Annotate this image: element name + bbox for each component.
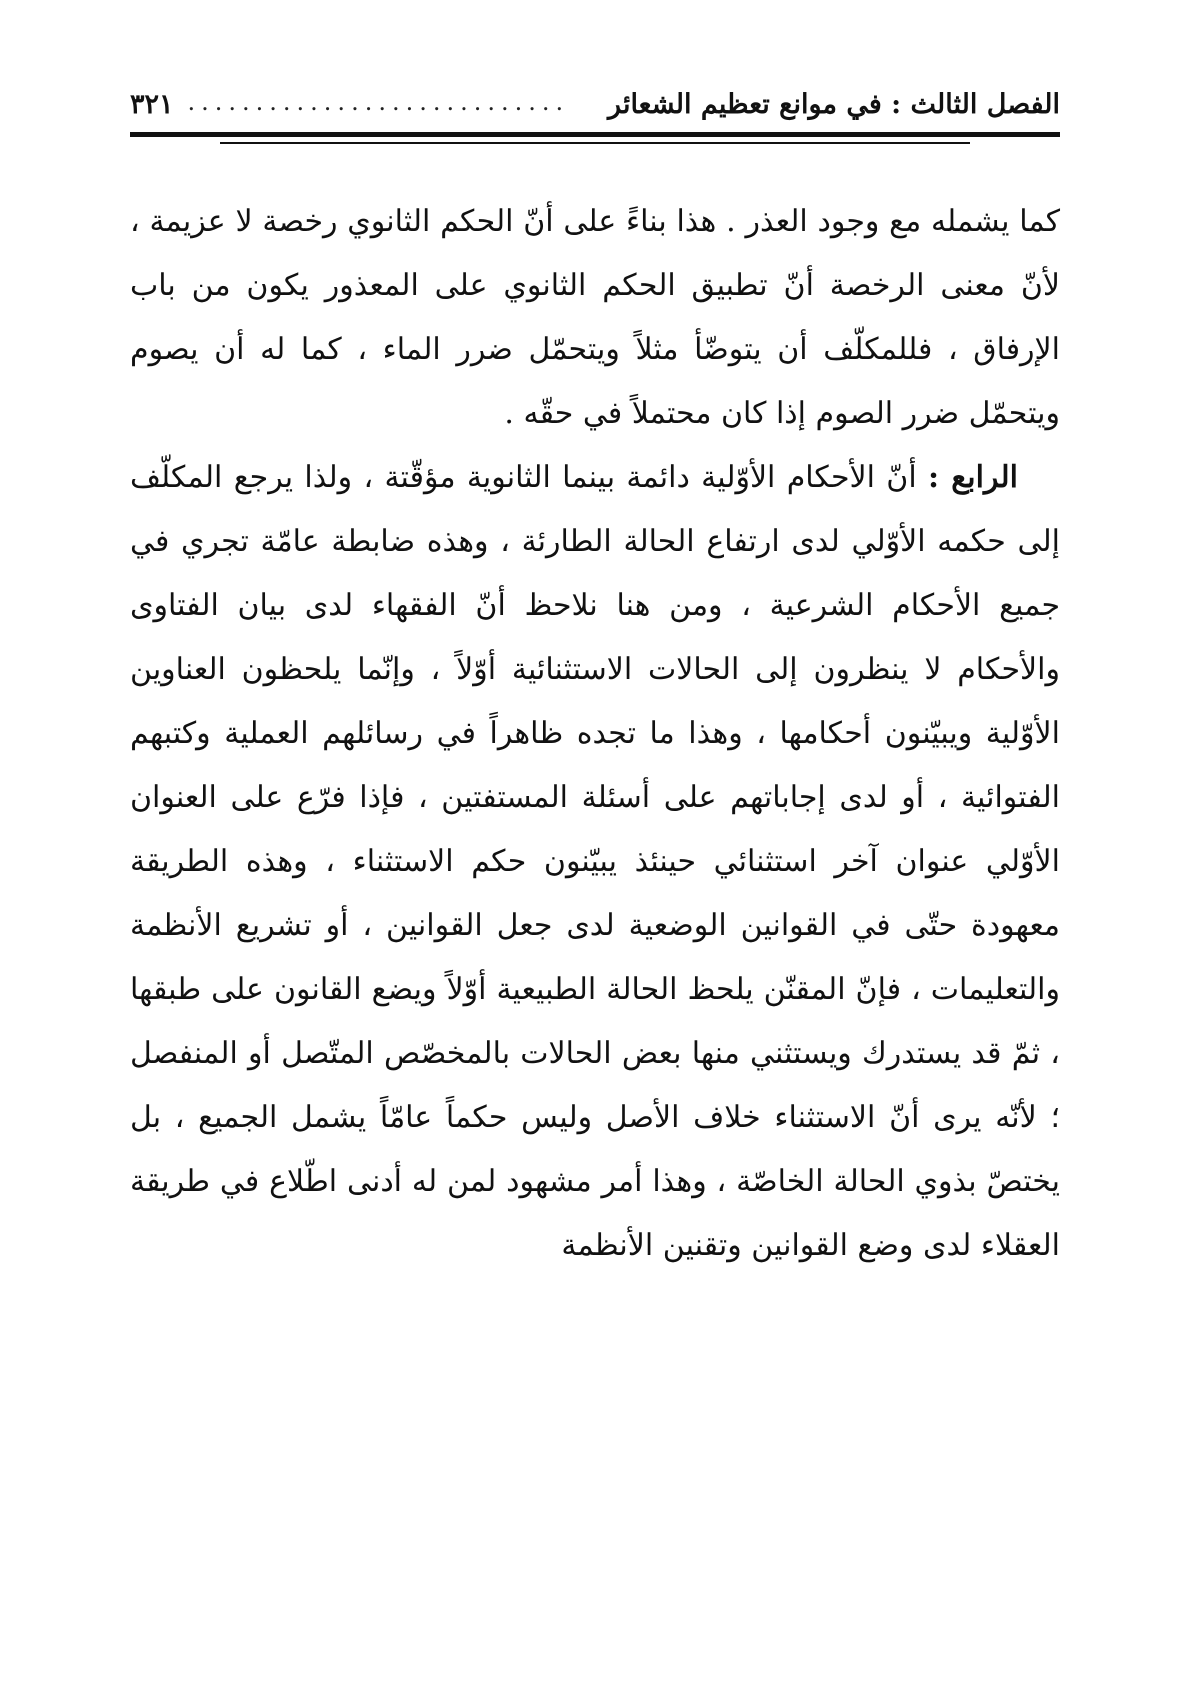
- body-text: [130, 190, 1060, 1278]
- paragraph-2-text: أنّ الأحكام الأوّلية دائمة بينما الثانوية مؤقّتة ، ولذا يرجع المكلّف إلى حكمه الأوّلي لدى ارتفاع الحالة الطارئة ، وهذه ضابطة عامّة تجري في جميع الأحكام الشرعية ، ومن هنا نلاحظ أنّ الفقهاء لدى بيان الفتاوى والأحكام لا ينظرون إلى الحالات الاستثنائية أوّلاً ، وإنّما يلحظون العناوين الأوّلية ويبيّنون أحكامها ، وهذا ما تجده ظاهراً في رسائلهم العملية وكتبهم الفتوائية ، أو لدى إجاباتهم على أسئلة المستفتين ، فإذا فرّع على العنوان الأوّلي عنوان آخر استثنائي حينئذ يبيّنون حكم الاستثناء ، وهذه الطريقة معهودة حتّى في القوانين الوضعية لدى جعل القوانين ، أو تشريع الأنظمة والتعليمات ، فإنّ المقنّن يلحظ الحالة الطبيعية أوّلاً ويضع القانون على طبقها ، ثمّ قد يستدرك ويستثني منها بعض الحالات بالمخصّص المتّصل أو المنفصل ؛ لأنّه يرى أنّ الاستثناء خلاف الأصل وليس حكماً عامّاً يشمل الجميع ، بل يختصّ بذوي الحالة الخاصّة ، وهذا أمر مشهود لمن له أدنى اطّلاع في طريقة العقلاء لدى وضع القوانين وتقنين الأنظمة: [130, 460, 1060, 1263]
- paragraph-2: [130, 446, 1060, 1278]
- dot-leader: ............................: [187, 88, 570, 116]
- paragraph-1: كما يشمله مع وجود العذر . هذا بناءً على أنّ الحكم الثانوي رخصة لا عزيمة ، لأنّ معنى الرخصة أنّ تطبيق الحكم الثانوي على المعذور يكون من باب الإرفاق ، فللمكلّف أن يتوضّأ مثلاً ويتحمّل ضرر الماء ، كما له أن يصوم ويتحمّل ضرر الصوم إذا كان محتملاً في حقّه .: [130, 204, 1060, 431]
- paragraph-2-lead-word: الرابع :: [928, 460, 1018, 495]
- running-header: [130, 60, 1060, 120]
- header-rule-thin: [220, 142, 970, 144]
- page-number: ٣٢١: [130, 89, 174, 120]
- book-page: [130, 60, 1060, 1660]
- chapter-title: الفصل الثالث : في موانع تعظيم الشعائر: [608, 89, 1060, 120]
- header-rule-thick: [130, 132, 1060, 137]
